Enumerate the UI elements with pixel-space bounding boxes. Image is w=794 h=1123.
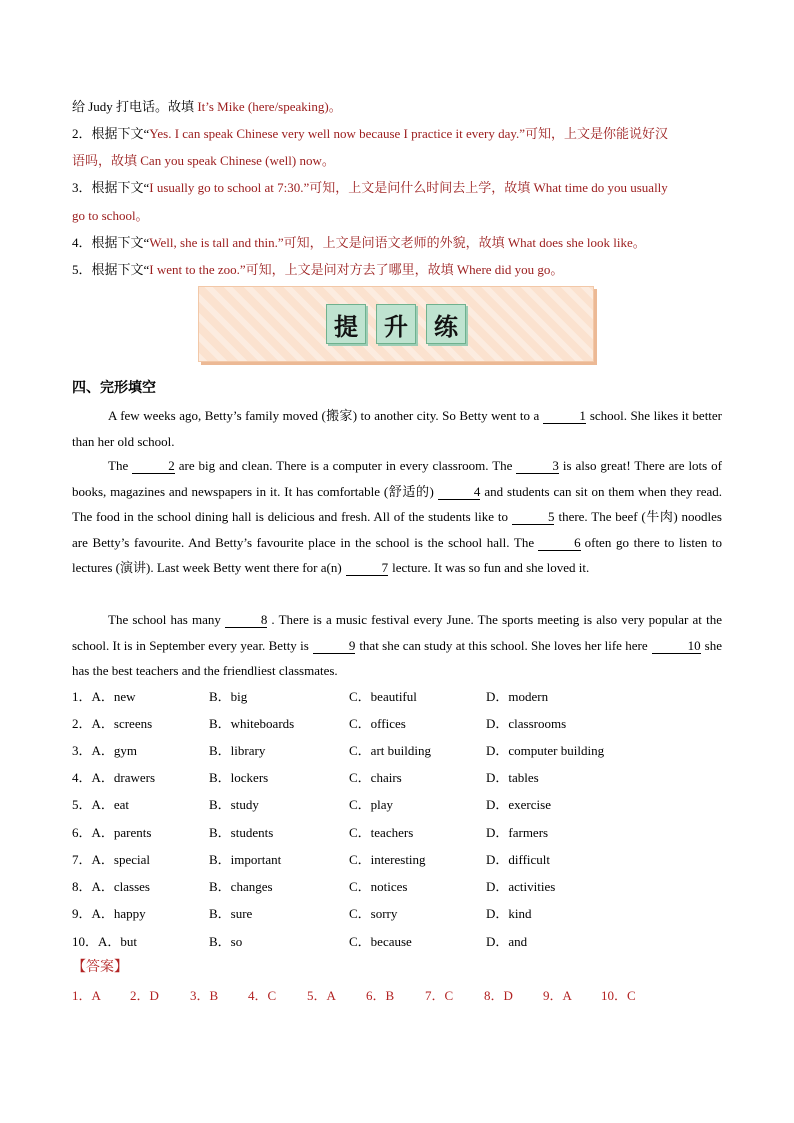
option-b: B．lockers <box>209 770 269 785</box>
passage-paragraph-1 <box>72 403 722 454</box>
passage-text: school. She likes it better than her old school. <box>72 408 723 449</box>
blank-1: 1 <box>543 409 586 424</box>
passage-text: that she can study at this school. She loves her life here <box>359 637 648 653</box>
passage-text: often go there to listen to lectures (演讲). Last week Betty went there for a(n) <box>72 534 722 575</box>
option-b: B．students <box>209 825 274 840</box>
answer-item: 4．C <box>248 988 277 1003</box>
prev-answer-red: Yes. I can speak Chinese very well now because I practice it every day.”可知，上文是你能说好汉 <box>149 126 669 141</box>
option-a: 8．A．classes <box>72 879 150 894</box>
option-a: 4．A．drawers <box>72 770 156 785</box>
prev-answer-line <box>72 232 646 251</box>
passage-paragraph-2 <box>72 453 722 581</box>
option-a: 9．A．happy <box>72 906 146 921</box>
option-b: B．big <box>209 689 248 704</box>
option-c: C．interesting <box>349 852 426 867</box>
option-d: D．tables <box>486 770 539 785</box>
passage-text: The <box>108 458 129 473</box>
option-d: D．and <box>486 934 528 949</box>
answer-item: 8．D <box>484 988 513 1003</box>
prev-answer-red: It’s Mike (here/speaking)。 <box>197 99 342 114</box>
passage-text: A few weeks ago, Betty’s family moved (搬家) to another city. So Betty went to a <box>108 408 540 423</box>
banner-char: 提 <box>326 304 366 344</box>
blank-10: 10 <box>652 639 701 654</box>
option-d: D．kind <box>486 906 532 921</box>
option-b: B．whiteboards <box>209 716 295 731</box>
option-b: B．important <box>209 852 282 867</box>
option-a: 10．A．but <box>72 934 138 949</box>
prev-answer-text: 5．根据下文“ <box>72 262 150 277</box>
option-d: D．modern <box>486 689 549 704</box>
section-banner <box>198 286 594 362</box>
answer-item: 3．B <box>190 988 219 1003</box>
prev-answer-red: 语吗，故填 Can you speak Chinese (well) now。 <box>72 153 335 168</box>
option-b: B．library <box>209 743 266 758</box>
prev-answer-line <box>72 205 149 224</box>
prev-answer-red: I usually go to school at 7:30.”可知，上文是问什么时间去上学，故填 What time do you usually <box>149 180 668 195</box>
passage-text: there. The beef (牛肉) noodles are Betty’s favourite. And Betty’s favourite place in the school is the school hall. The <box>72 509 722 550</box>
option-a: 6．A．parents <box>72 825 152 840</box>
prev-answer-line <box>72 123 668 142</box>
prev-answer-text: 4．根据下文“ <box>72 235 150 250</box>
option-c: C．offices <box>349 716 406 731</box>
option-b: B．sure <box>209 906 253 921</box>
blank-7: 7 <box>346 561 389 576</box>
option-b: B．study <box>209 797 259 812</box>
option-d: D．exercise <box>486 797 551 812</box>
option-c: C．teachers <box>349 825 414 840</box>
passage-paragraph-3 <box>72 607 722 684</box>
banner-char: 练 <box>426 304 466 344</box>
option-c: C．because <box>349 934 412 949</box>
option-d: D．farmers <box>486 825 549 840</box>
passage-text: she has the best teachers and the friendliest classmates. <box>72 637 722 678</box>
answer-item: 7．C <box>425 988 454 1003</box>
blank-2: 2 <box>132 459 175 474</box>
answer-item: 6．B <box>366 988 395 1003</box>
prev-answer-text: 给 Judy 打电话。故填 <box>72 99 198 114</box>
option-c: C．chairs <box>349 770 402 785</box>
option-b: B．so <box>209 934 243 949</box>
blank-8: 8 <box>225 613 268 628</box>
option-a: 1．A．new <box>72 689 136 704</box>
prev-answer-red: go to school。 <box>72 208 149 223</box>
option-d: D．activities <box>486 879 556 894</box>
prev-answer-line <box>72 259 563 278</box>
blank-9: 9 <box>313 639 356 654</box>
option-d: D．difficult <box>486 852 551 867</box>
prev-answer-red: Well, she is tall and thin.”可知，上文是问语文老师的外貌，故填 What does she look like。 <box>149 235 646 250</box>
option-c: C．notices <box>349 879 408 894</box>
option-d: D．computer building <box>486 743 605 758</box>
blank-6: 6 <box>538 536 581 551</box>
blank-4: 4 <box>438 485 481 500</box>
answer-title: 【答案】 <box>72 959 128 975</box>
passage-text: is also great! There are lots of books, magazines and newspapers in it. It has comfortable (舒适的) <box>72 458 722 499</box>
option-c: C．art building <box>349 743 431 758</box>
section-title: 四、完形填空 <box>72 380 156 396</box>
option-b: B．changes <box>209 879 273 894</box>
option-c: C．sorry <box>349 906 398 921</box>
prev-answer-text: 2．根据下文“ <box>72 126 150 141</box>
passage-text: The school has many <box>108 612 221 627</box>
blank-3: 3 <box>516 459 559 474</box>
passage-text: are big and clean. There is a computer in every classroom. The <box>178 458 513 473</box>
option-c: C．play <box>349 797 394 812</box>
answer-item: 2．D <box>130 988 159 1003</box>
passage-text: . There is a music festival every June. The sports meeting is also very popular at the school. It is in September every year. Betty is <box>72 612 722 653</box>
passage-text: lecture. It was so fun and she loved it. <box>392 560 590 575</box>
option-a: 7．A．special <box>72 852 150 867</box>
answer-item: 5．A <box>307 988 336 1003</box>
option-c: C．beautiful <box>349 689 417 704</box>
passage-text: and students can sit on them when they read. The food in the school dining hall is delicious and fresh. All of the students like to <box>72 483 723 524</box>
prev-answer-red: I went to the zoo.”可知，上文是问对方去了哪里，故填 Where did you go。 <box>149 262 564 277</box>
blank-5: 5 <box>512 510 555 525</box>
prev-answer-line <box>72 177 668 196</box>
answer-item: 1．A <box>72 988 101 1003</box>
option-a: 2．A．screens <box>72 716 153 731</box>
option-a: 5．A．eat <box>72 797 130 812</box>
option-d: D．classrooms <box>486 716 567 731</box>
prev-answer-line <box>72 150 335 169</box>
prev-answer-line <box>72 96 342 115</box>
prev-answer-text: 3．根据下文“ <box>72 180 150 195</box>
banner-char: 升 <box>376 304 416 344</box>
answer-item: 9．A <box>543 988 572 1003</box>
answer-item: 10．C <box>601 988 636 1003</box>
option-a: 3．A．gym <box>72 743 138 758</box>
